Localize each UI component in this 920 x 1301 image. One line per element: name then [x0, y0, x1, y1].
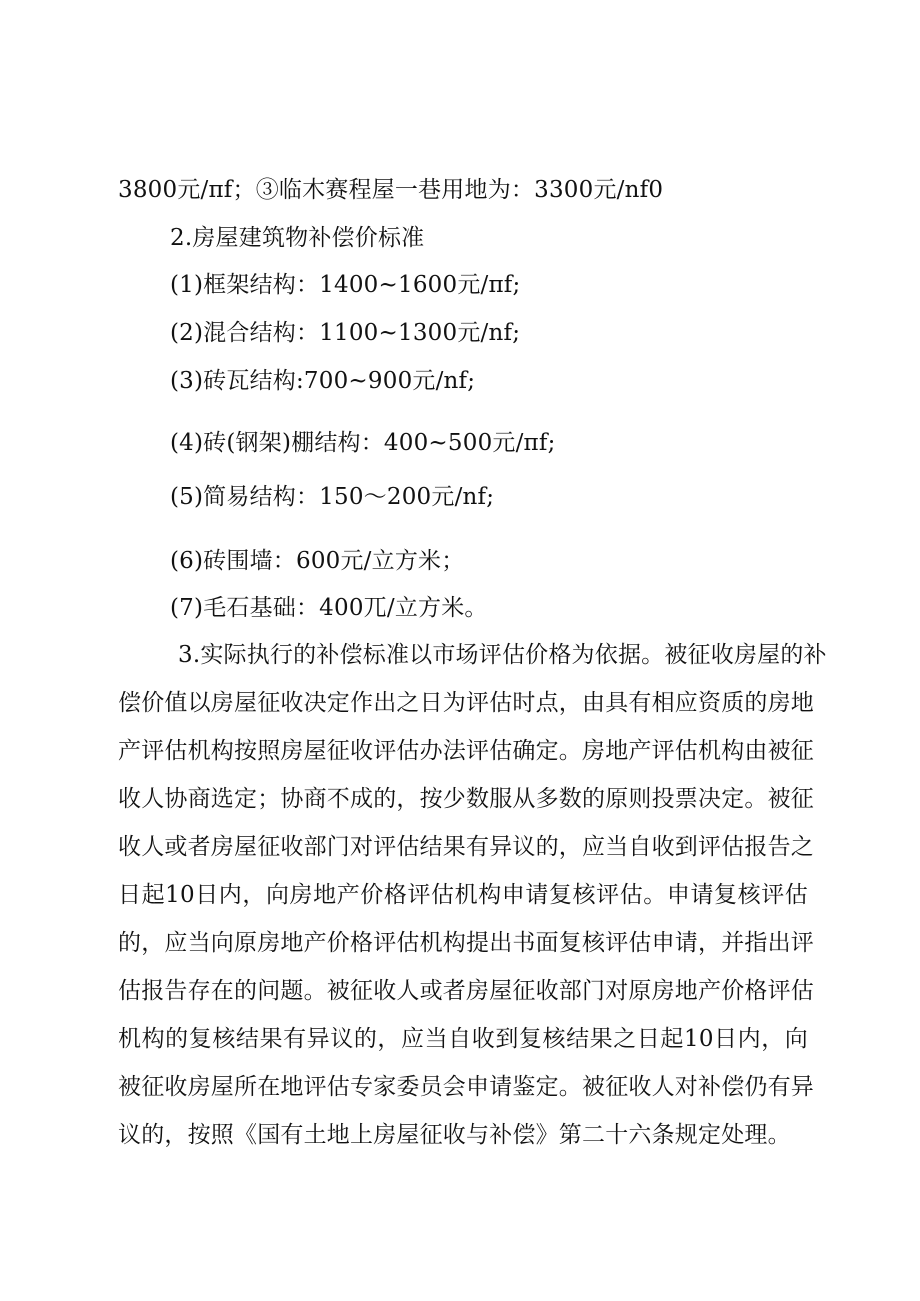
paragraph-line: 收人或者房屋征收部门对评估结果有异议的，应当自收到评估报告之: [118, 834, 814, 860]
list-item-rubble-foundation: (7)毛石基础：400兀/立方米。: [170, 595, 488, 621]
text-line-price-continuation: 3800元/πf；③临木赛程屋一巷用地为：3300元/nf0: [118, 177, 664, 203]
paragraph-line: 估报告存在的问题。被征收人或者房屋征收部门对原房地产价格评估: [118, 978, 814, 1004]
list-item-simple-structure: (5)简易结构：150～200元/nf;: [170, 484, 495, 510]
paragraph-line: 的，应当向原房地产价格评估机构提出书面复核评估申请，并指出评: [118, 930, 814, 956]
list-item-brick-tile-structure: (3)砖瓦结构:700~900元/nf;: [170, 368, 476, 394]
paragraph-line: 偿价值以房屋征收决定作出之日为评估时点，由具有相应资质的房地: [118, 690, 814, 716]
paragraph-line: 3.实际执行的补偿标准以市场评估价格为依据。被征收房屋的补: [178, 642, 827, 668]
list-item-mixed-structure: (2)混合结构：1100~1300元/nf;: [170, 320, 521, 346]
list-item-brick-shed-structure: (4)砖(钢架)棚结构：400~500元/πf;: [170, 430, 556, 456]
list-item-frame-structure: (1)框架结构：1400~1600元/πf;: [170, 272, 521, 298]
list-item-brick-wall: (6)砖围墙：600元/立方米；: [170, 548, 465, 574]
section-heading-building-compensation: 2.房屋建筑物补偿价标准: [170, 225, 425, 251]
paragraph-line: 机构的复核结果有异议的，应当自收到复核结果之日起10日内，向: [118, 1026, 808, 1052]
paragraph-line: 日起10日内，向房地产价格评估机构申请复核评估。申请复核评估: [118, 882, 808, 908]
paragraph-last-line: 议的，按照《国有土地上房屋征收与补偿》第二十六条规定处理。: [118, 1122, 791, 1148]
paragraph-line: 产评估机构按照房屋征收评估办法评估确定。房地产评估机构由被征: [118, 738, 814, 764]
paragraph-line: 被征收房屋所在地评估专家委员会申请鉴定。被征收人对补偿仍有异: [118, 1074, 814, 1100]
paragraph-line: 收人协商选定；协商不成的，按少数服从多数的原则投票决定。被征: [118, 786, 814, 812]
